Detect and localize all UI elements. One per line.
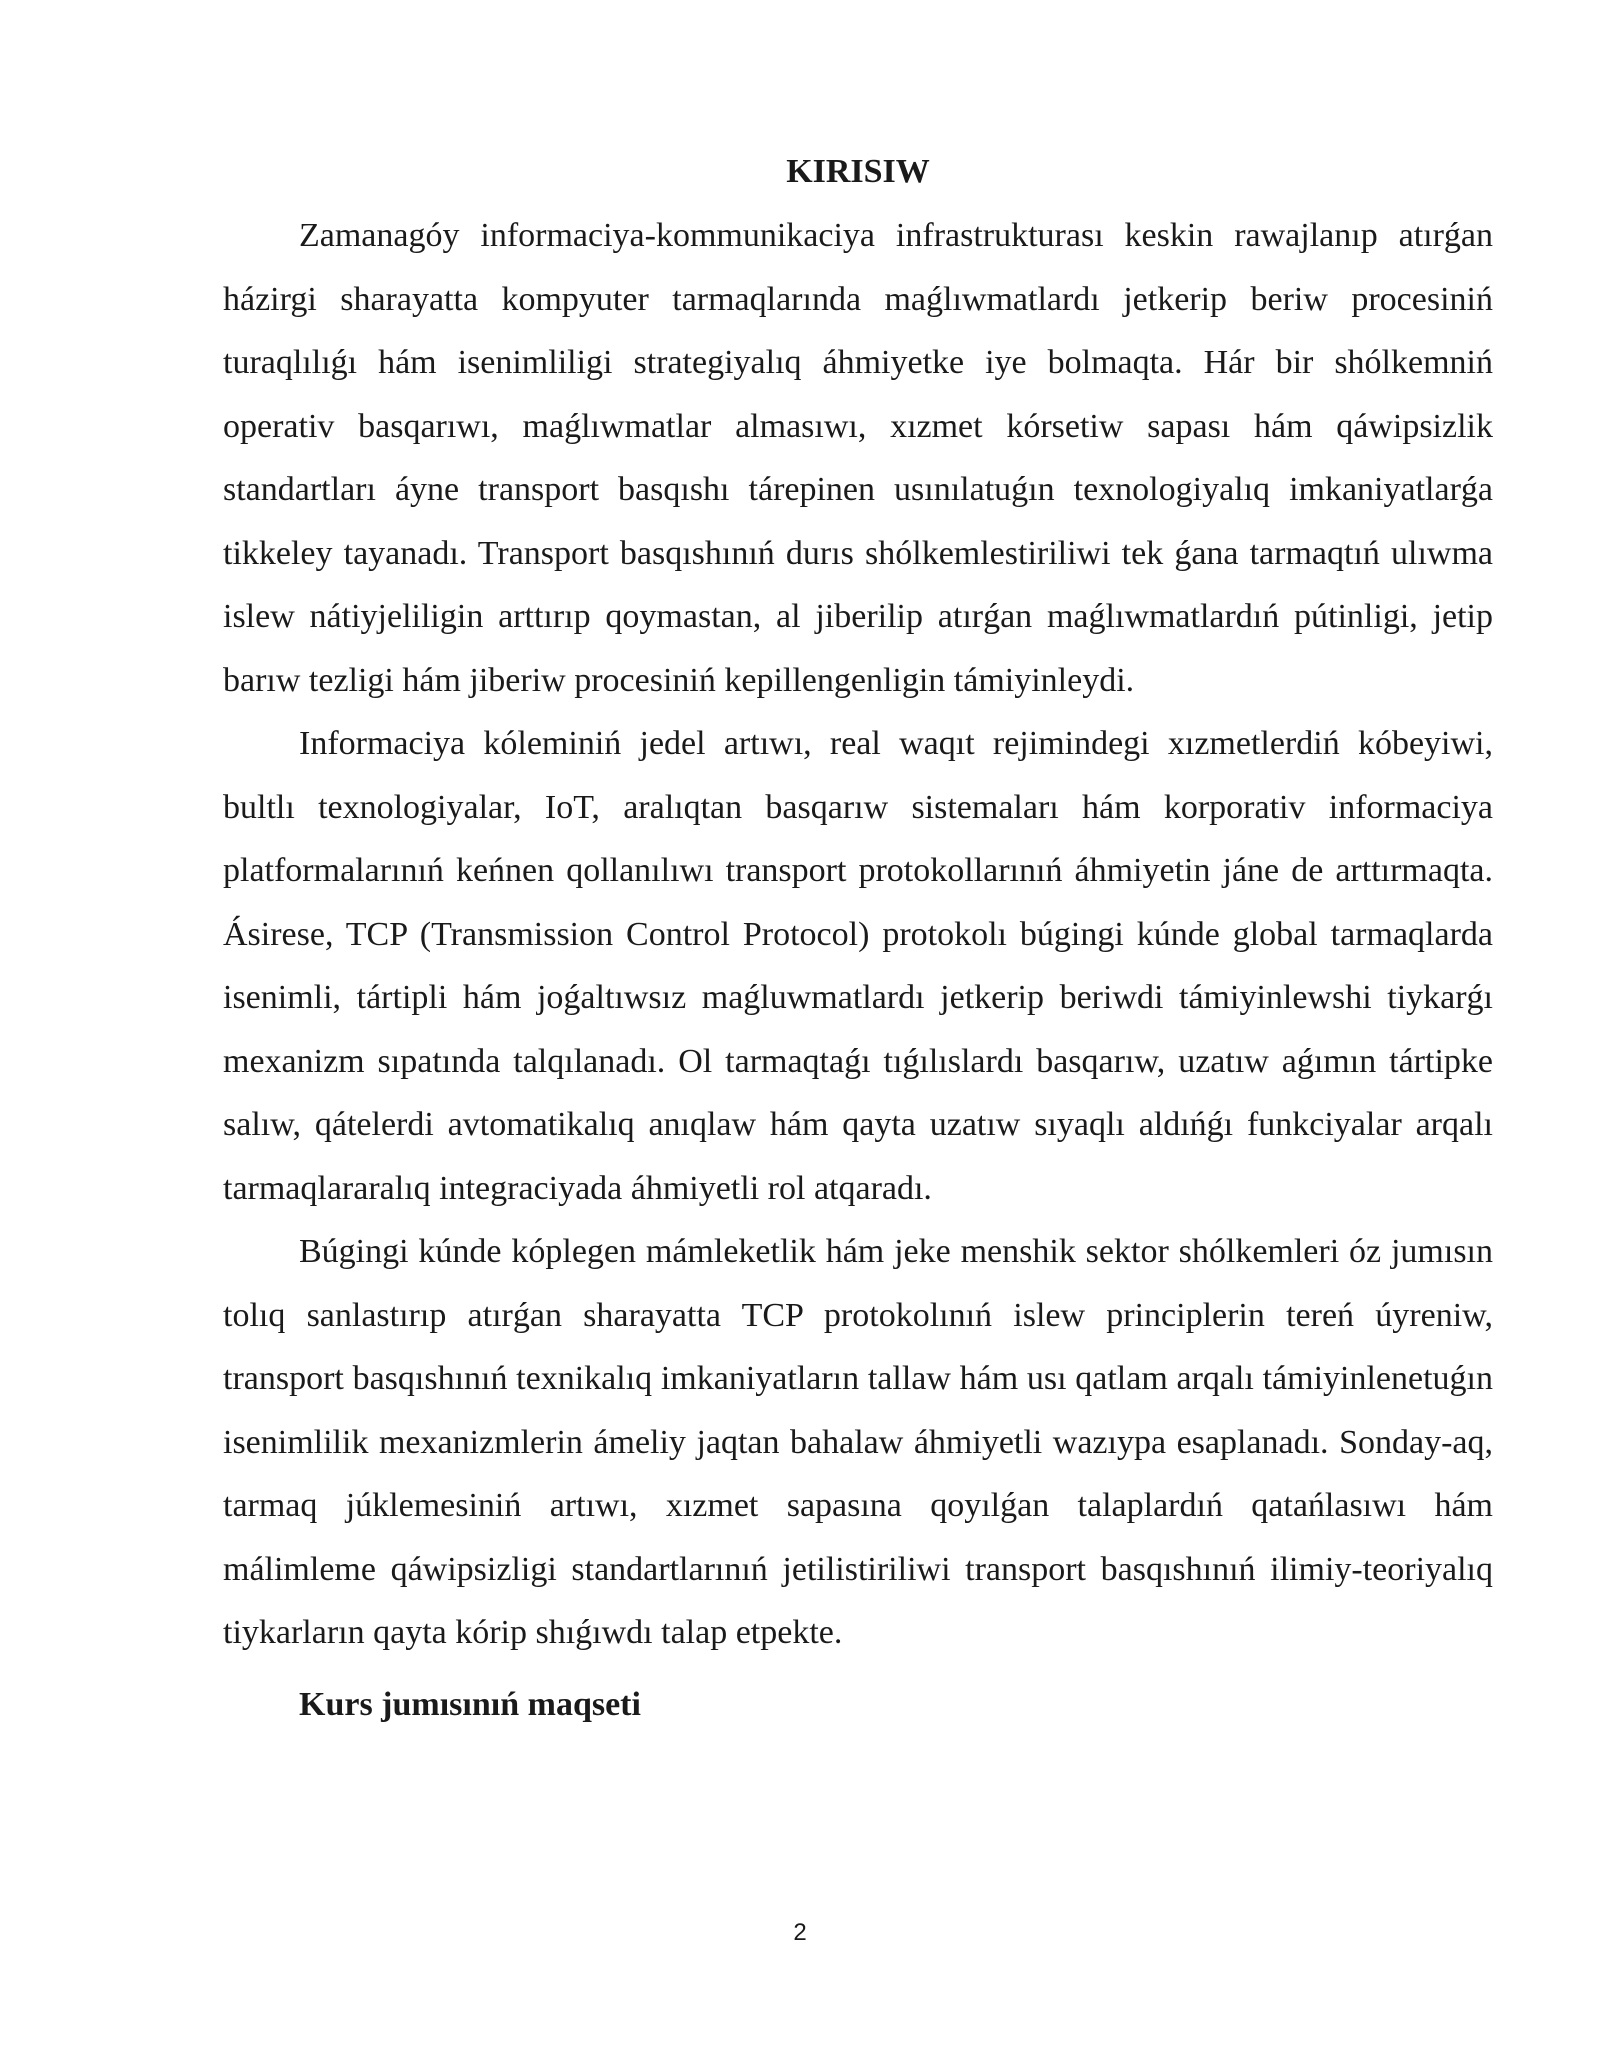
document-page bbox=[223, 140, 1493, 1737]
section-title: KIRISIW bbox=[786, 153, 930, 190]
page-number: 2 bbox=[793, 1919, 807, 1946]
paragraph-3: Búgingi kúnde kóplegen mámleketlik hám jeke menshik sektor shólkemleri óz jumısın tolıq sanlastırıp atırǵan sharayatta TCP protokolınıń islew principlerin tereń úyreniw, transport basqıshınıń texnikalıq imkaniyatların tallaw hám usı qatlam arqalı támiyinlenetuǵın isenimlilik mexanizmlerin ámeliy jaqtan bahalaw áhmiyetli wazıypa esaplanadı. Sonday-aq, tarmaq júklemesiniń artıwı, xızmet sapasına qoyılǵan talaplardıń qatańlasıwı hám málimleme qáwipsizligi standartlarınıń jetilistiriliwi transport basqıshınıń ilimiy-teoriyalıq tiykarların qayta kórip shıǵıwdı talap etpekte. bbox=[223, 1233, 1493, 1651]
paragraph-1: Zamanagóy informaciya-kommunikaciya infrastrukturası keskin rawajlanıp atırǵan házirgi sharayatta kompyuter tarmaqlarında maǵlıwmatlardı jetkerip beriw procesiniń turaqlılıǵı hám isenimliligi strategiyalıq áhmiyetke iye bolmaqta. Hár bir shólkemniń operativ basqarıwı, maǵlıwmatlar almasıwı, xızmet kórsetiw sapası hám qáwipsizlik standartları áyne transport basqıshı tárepinen usınılatuǵın texnologiyalıq imkaniyatlarǵa tikkeley tayanadı. Transport basqıshınıń durıs shólkemlestiriliwi tek ǵana tarmaqtıń ulıwma islew nátiyjeliligin arttırıp qoymastan, al jiberilip atırǵan maǵlıwmatlardıń pútinligi, jetip barıw tezligi hám jiberiw procesiniń kepillengenligin támiyinleydi. bbox=[223, 217, 1493, 699]
subsection-heading: Kurs jumısınıń maqseti bbox=[299, 1685, 641, 1723]
paragraph-2: Informaciya kóleminiń jedel artıwı, real waqıt rejimindegi xızmetlerdiń kóbeyiwi, bultlı texnologiyalar, IoT, aralıqtan basqarıw sistemaları hám korporativ informaciya platformalarınıń keńnen qollanılıwı transport protokollarınıń áhmiyetin jáne de arttırmaqta. Ásirese, TCP (Transmission Control Protocol) protokolı búgingi kúnde global tarmaqlarda isenimli, tártipli hám joǵaltıwsız maǵluwmatlardı jetkerip beriwdi támiyinlewshi tiykarǵı mexanizm sıpatında talqılanadı. Ol tarmaqtaǵı tıǵılıslardı basqarıw, uzatıw aǵımın tártipke salıw, qátelerdi avtomatikalıq anıqlaw hám qayta uzatıw sıyaqlı aldıńǵı funkciyalar arqalı tarmaqlararalıq integraciyada áhmiyetli rol atqaradı. bbox=[223, 725, 1493, 1207]
